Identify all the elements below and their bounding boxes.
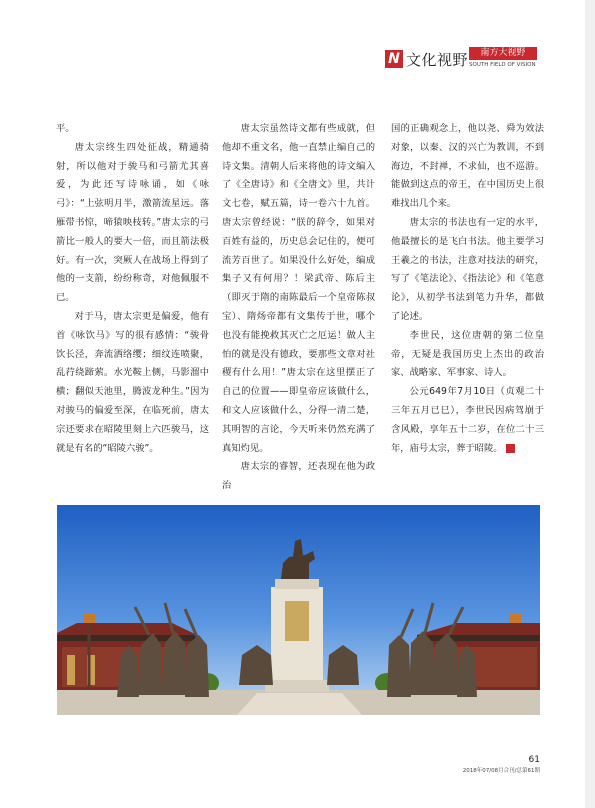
page-edge-strip xyxy=(585,0,595,808)
section-header xyxy=(385,47,540,73)
issue-info: 2018年07/08月合刊/总第61期 xyxy=(462,768,540,774)
paragraph: 唐太宗终生四处征战，精通骑射，所以他对于骏马和弓箭尤其喜爱，为此还写诗咏诵，如《咏弓》：“上弦明月半，激箭流星远。落雁带书惊，啼猿映枝转。”唐太宗的弓箭比一般人的要大一倍，而且箭法极好。有一次，突厥人在战场上得到了他的一支箭，纷纷称奇，对他佩服不已。 xyxy=(56,141,209,304)
section-title: 文化视野 xyxy=(406,51,469,69)
paragraph xyxy=(391,383,544,458)
column-tag: 南方大视野 xyxy=(469,47,537,60)
photo-statue-plaza xyxy=(57,505,540,715)
text-column-3 xyxy=(391,120,544,458)
paragraph: 唐太宗的书法也有一定的水平，他最擅长的是飞白书法。他主要学习王羲之的书法，注意对技法的研究，写了《笔法论》、《指法论》和《笔意论》，从初学书法到笔力升华，都做了论述。 xyxy=(391,216,544,322)
end-mark-icon: N xyxy=(506,444,515,453)
paragraph: 平。 xyxy=(56,123,75,134)
magazine-logo-icon: N xyxy=(385,50,403,68)
text-column-2 xyxy=(222,120,375,496)
page-number: 61 xyxy=(528,755,540,765)
paragraph: 唐太宗虽然诗文都有些成就，但他却不重文名，他一直禁止编自己的诗文集。清朝人后来将他的诗文编入了《全唐诗》和《全唐文》里，共计文七卷，赋五篇，诗一卷六十九首。唐太宗曾经说：“朕的辞令，如果对百姓有益的，历史总会记住的，便可流芳百世了。如果没什么好处，编成集子又有何用？！梁武帝、陈后主（即灭于隋的南陈最后一个皇帝陈叔宝）、隋炀帝都有文集传于世，哪个也没有能挽救其灭亡之厄运！做人主怕的就是没有德政，要那些文章对社稷有什么用！”唐太宗在这里摆正了自己的位置——即皇帝应该做什么，和文人应该做什么，分得一清二楚，其明智的言论，今天听来仍然充满了真知灼见。 xyxy=(222,123,375,454)
photo-illustration xyxy=(57,505,540,715)
paragraph: 国的正确观念上，他以尧、舜为效法对象，以秦、汉的兴亡为教训，不到海边，不封禅，不求仙，也不巡游。能做到这点的帝王，在中国历史上很难找出几个来。 xyxy=(391,123,544,210)
paragraph-text: 公元649年7月10日（贞观二十三年五月已巳），李世民因病驾崩于含风殿，享年五十二岁，在位二十三年，庙号太宗，葬于昭陵。 xyxy=(391,386,544,454)
text-column-1 xyxy=(56,120,209,458)
paragraph: 李世民，这位唐朝的第二位皇帝，无疑是我国历史上杰出的政治家、战略家、军事家、诗人。 xyxy=(391,329,544,379)
paragraph: 对于马，唐太宗更是偏爱，他有首《咏饮马》写的很有感情：“骏骨饮长泾，奔流洒络缨；细纹连喷聚，乱荇绕蹄萦。水光鞍上侧，马影溜中横；翻似天池里，腾波龙种生。”因为对骏马的偏爱至深，在临死前，唐太宗还要求在昭陵里刻上六匹骏马，这就是有名的“昭陵六骏”。 xyxy=(56,310,209,454)
paragraph: 唐太宗的睿智，还表现在他为政治 xyxy=(222,461,375,492)
column-tag-subtitle: SOUTH FIELD OF VISION xyxy=(469,62,536,68)
